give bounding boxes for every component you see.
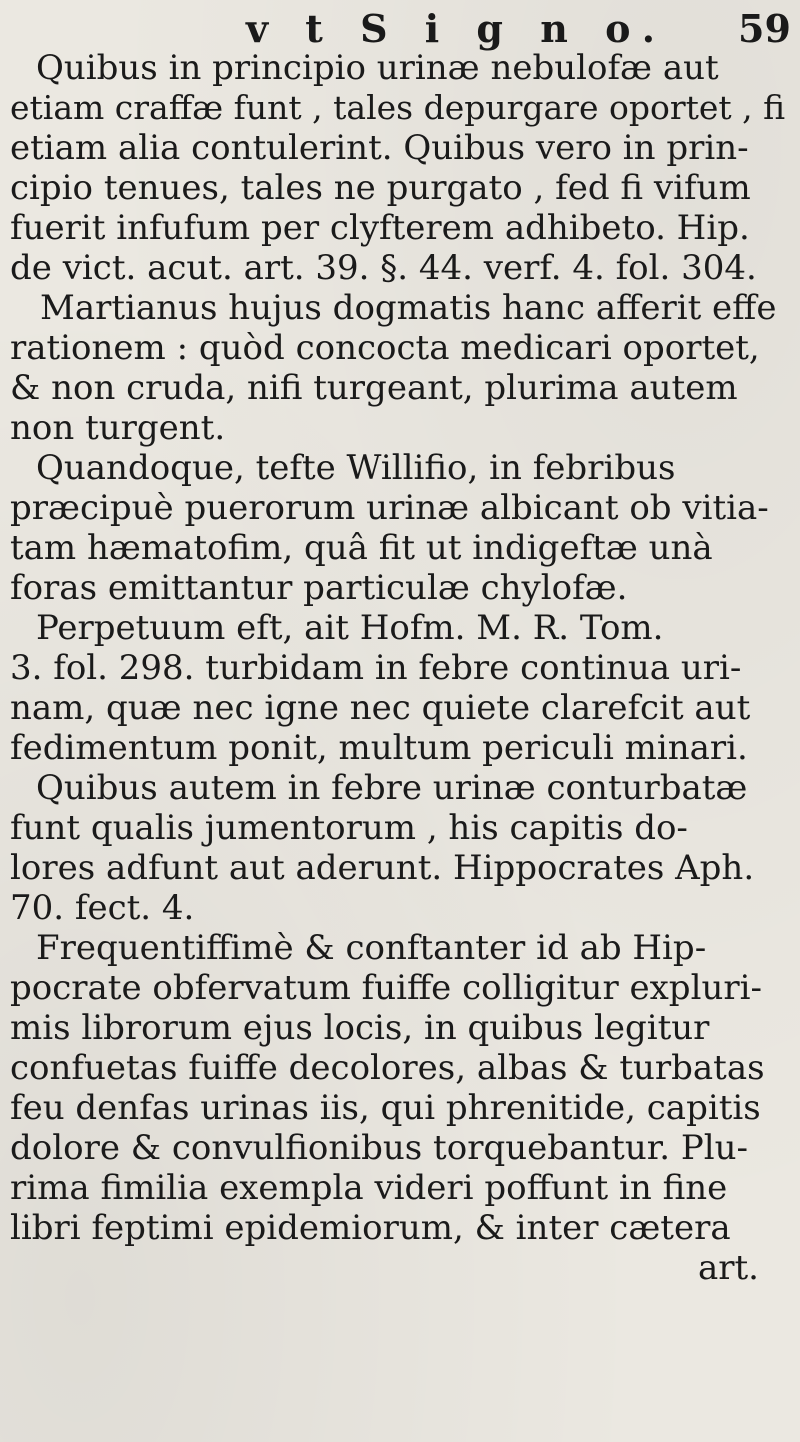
text-line: funt qualis jumentorum , his capitis do- <box>10 808 688 848</box>
text-line: rationem : quòd concocta medicari oportet, <box>10 328 760 368</box>
text-line: nam, quæ nec igne nec quiete clarefcit aut <box>10 688 751 728</box>
text-line: pocrate obfervatum fuiffe colligitur expluri- <box>10 968 762 1008</box>
page-number: 59 <box>738 6 791 51</box>
text-line: etiam craffæ funt , tales depurgare oportet , fi <box>10 88 786 127</box>
text-line: præcipuè puerorum urinæ albicant ob vitia- <box>10 488 769 528</box>
text-line: lores adfunt aut aderunt. Hippocrates Aph. <box>10 848 755 888</box>
text-line: Frequentiffimè & conftanter id ab Hip- <box>36 928 707 968</box>
text-line: fuerit infufum per clyfterem adhibeto. Hip. <box>10 208 750 248</box>
text-line: Quibus in principio urinæ nebulofæ aut <box>36 48 719 88</box>
text-line: fedimentum ponit, multum periculi minari. <box>10 728 748 768</box>
text-line: feu denfas urinas iis, qui phrenitide, capitis <box>10 1088 761 1128</box>
text-line: non turgent. <box>10 408 226 448</box>
text-line: cipio tenues, tales ne purgato , fed fi vifum <box>10 168 751 208</box>
text-line: tam hæmatofim, quâ fit ut indigeftæ unà <box>10 528 713 568</box>
text-line: Martianus hujus dogmatis hanc afferit effe <box>40 288 777 328</box>
text-line: foras emittantur particulæ chylofæ. <box>10 568 628 608</box>
text-line: Perpetuum eft, ait Hofm. M. R. Tom. <box>36 608 664 648</box>
text-line: libri feptimi epidemiorum, & inter cætera <box>10 1208 731 1248</box>
catchword: art. <box>698 1248 759 1288</box>
text-line: de vict. acut. art. 39. §. 44. verf. 4. fol. 304. <box>10 248 757 288</box>
running-head-title: v t S i g n o. <box>246 6 667 51</box>
text-line: confuetas fuiffe decolores, albas & turbatas <box>10 1048 765 1088</box>
running-head <box>0 6 800 51</box>
text-line: etiam alia contulerint. Quibus vero in prin- <box>10 128 749 168</box>
text-line: rima fimilia exempla videri poffunt in fine <box>10 1168 728 1208</box>
text-line: dolore & convulfionibus torquebantur. Plu- <box>10 1128 748 1168</box>
text-line: 3. fol. 298. turbidam in febre continua uri- <box>10 648 742 688</box>
text-line: mis librorum ejus locis, in quibus legitur <box>10 1008 710 1048</box>
text-line: Quandoque, tefte Willifio, in febribus <box>36 448 676 488</box>
text-line: & non cruda, nifi turgeant, plurima autem <box>10 368 738 408</box>
text-line: 70. fect. 4. <box>10 888 195 928</box>
text-line: Quibus autem in febre urinæ conturbatæ <box>36 768 748 808</box>
